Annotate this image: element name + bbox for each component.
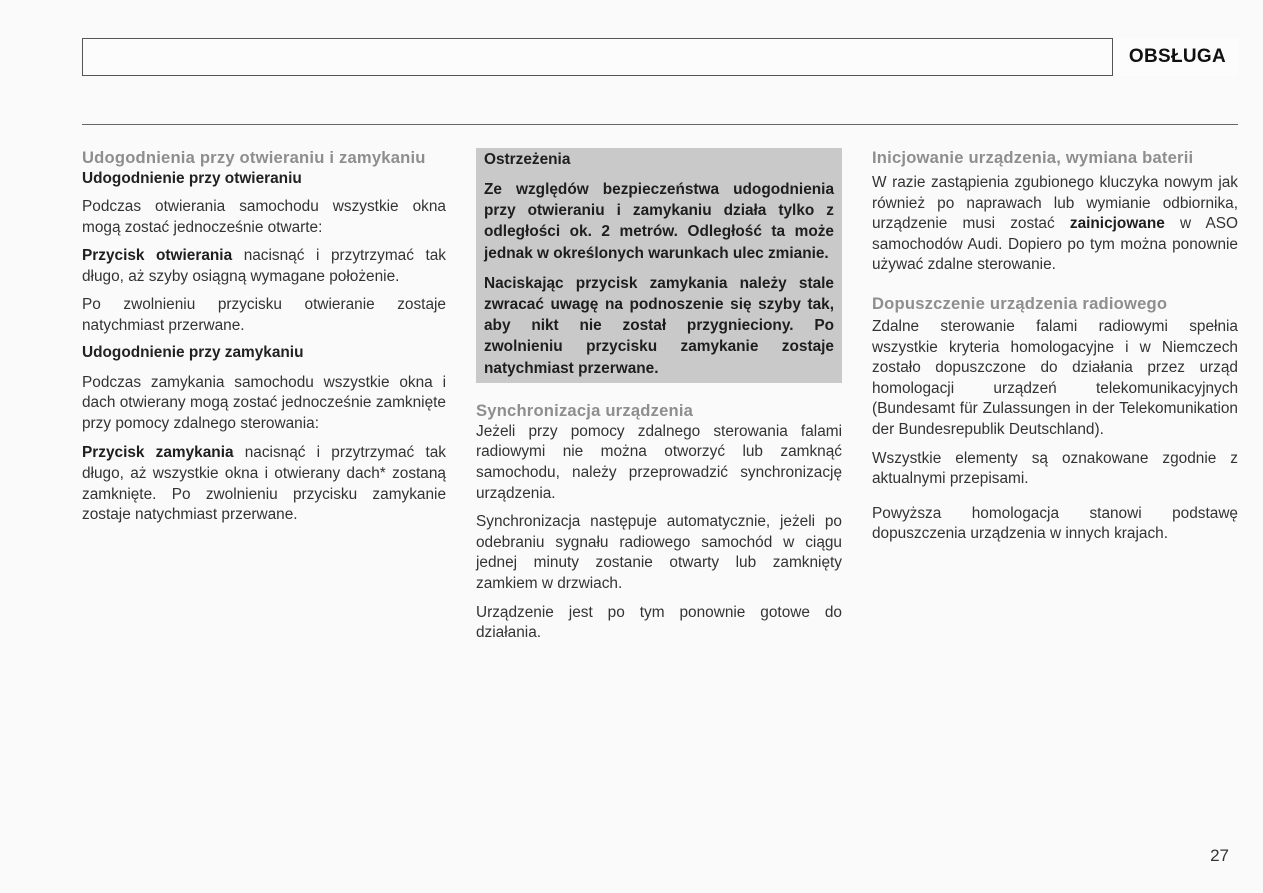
paragraph-sync-intro: Jeżeli przy pomocy zdalnego sterowania falami radiowymi nie można otworzyć lub zamknąć samochodu, należy przeprowadzić synchronizację urządzenia. [476, 422, 842, 502]
heading-synchronization: Synchronizacja urządzenia [476, 400, 694, 420]
paragraph-homologation: Zdalne sterowanie falami radiowymi spełnia wszystkie kryteria homologacyjne i w Niemczech zostało dopuszczone do działania przez urząd homologacji urządzeń telekomunikacyjnych (Bundesamt für Zulassungen in der Telekomunikation der Bundesrepublik Deutschland). [872, 317, 1238, 438]
paragraph-open-release: Po zwolnieniu przycisku otwieranie zostaje natychmiast przerwane. [82, 296, 446, 334]
close-button-text: nacisnąć i przytrzymać tak długo, aż wszystkie okna i otwierany dach* zostaną zamknięte. Po zwolnieniu przycisku zamykanie zostaje natychmiast przerwane. [82, 444, 446, 524]
open-button-label: Przycisk otwierania [82, 247, 233, 265]
subheading-opening: Udogodnienie przy otwieraniu [82, 170, 302, 187]
paragraph-closing-intro: Podczas zamykania samochodu wszystkie okna i dach otwierany mogą zostać jednocześnie zamknięte przy pomocy zdalnego sterowania: [82, 373, 446, 432]
heading-comfort-features: Udogodnienia przy otwieraniu i zamykaniu [82, 148, 426, 167]
warning-title: Ostrzeżenia [484, 151, 571, 168]
paragraph-sync-ready: Urządzenie jest po tym ponownie gotowe do działania. [476, 603, 842, 642]
init-text-a: W razie zastąpienia zgubionego kluczyka nowym jak również po naprawach lub wymianie odbiornika, urządzenie musi zostać [872, 174, 1238, 233]
subheading-closing: Udogodnienie przy zamykaniu [82, 343, 304, 361]
open-button-text: nacisnąć i przytrzymać tak długo, aż szyby osiągną wymagane położenie. [82, 247, 446, 285]
warning-distance: Ze względów bezpieczeństwa udogodnienia przy otwieraniu i zamykaniu działa tylko z odległości ok. 2 metrów. Odległość ta może jednak w określonych warunkach ulec zmianie. [484, 181, 834, 262]
close-button-label: Przycisk zamykania [82, 444, 234, 462]
heading-homologation: Dopuszczenie urządzenia radiowego [872, 293, 1168, 313]
paragraph-open-button [82, 246, 446, 287]
paragraph-other-countries: Powyższa homologacja stanowi podstawę dopuszczenia urządzenia w innych krajach. [872, 504, 1238, 543]
horizontal-rule [82, 124, 1238, 125]
init-text-b: w ASO samochodów Audi. Dopiero po tym można ponownie używać zdalne sterowanie. [872, 215, 1238, 274]
paragraph-marking: Wszystkie elementy są oznakowane zgodnie z aktualnymi przepisami. [872, 449, 1238, 488]
column-middle [476, 148, 842, 652]
paragraph-close-button [82, 443, 446, 525]
page-header-box [82, 38, 1238, 76]
paragraph-sync-auto: Synchronizacja następuje automatycznie, jeżeli po odebraniu sygnału radiowego samochód w ciągu jednej minuty zostanie otwarty lub zamknięty zamkiem w drzwiach. [476, 513, 842, 592]
init-bold: zainicjowane [1069, 215, 1165, 233]
warning-box [476, 148, 842, 383]
warning-pinch: Naciskając przycisk zamykania należy stale zwracać uwagę na podnoszenie się szyby tak, aby nikt nie został przygnieciony. Po zwolnieniu przycisku zamykanie zostaje natychmiast przerwane. [484, 274, 834, 377]
paragraph-opening-intro: Podczas otwierania samochodu wszystkie okna mogą zostać jednocześnie otwarte: [82, 198, 446, 236]
heading-initialization: Inicjowanie urządzenia, wymiana baterii [872, 148, 1194, 167]
paragraph-initialization [872, 173, 1238, 276]
section-title: OBSŁUGA [1112, 38, 1238, 76]
page-number: 27 [1210, 846, 1229, 865]
column-left [82, 148, 446, 534]
column-right [872, 148, 1238, 553]
